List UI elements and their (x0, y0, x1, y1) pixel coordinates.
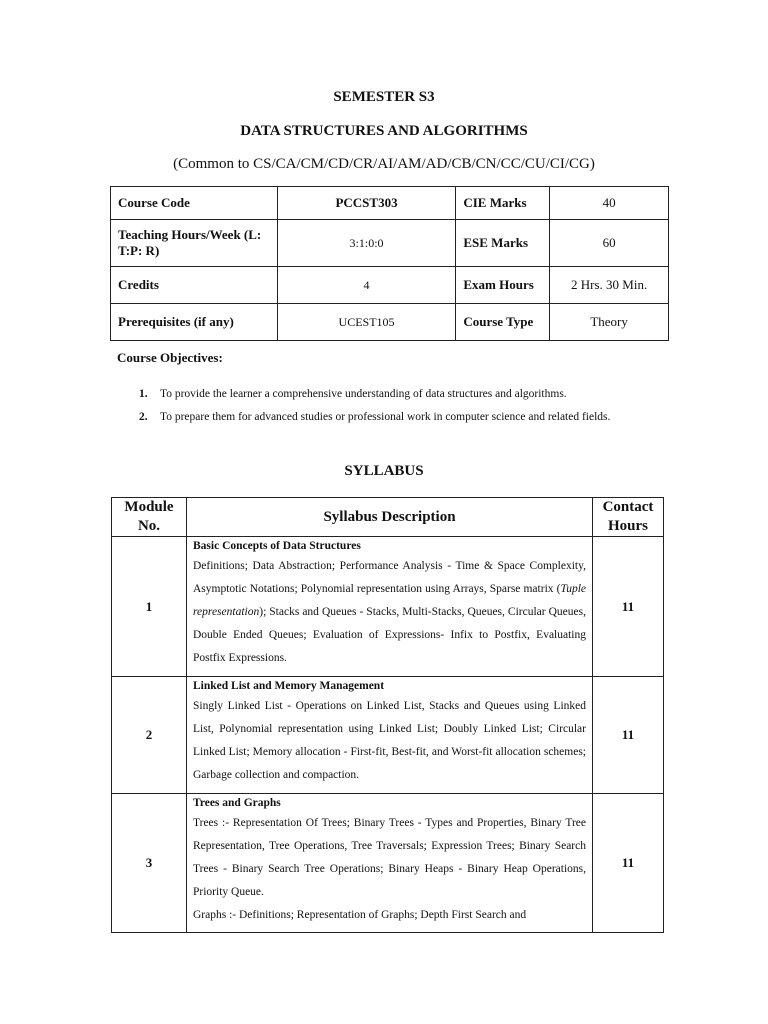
contact-hours: 11 (593, 794, 664, 933)
objective-text: To provide the learner a comprehensive understanding of data structures and algorithms. (160, 388, 567, 400)
ese-marks-value: 60 (550, 220, 669, 267)
table-row (111, 220, 669, 267)
module-number: 3 (112, 794, 187, 933)
semester-heading: SEMESTER S3 (333, 89, 435, 105)
teaching-hours-value: 3:1:0:0 (277, 220, 456, 267)
table-row (111, 304, 669, 341)
exam-hours-label: Exam Hours (456, 267, 550, 304)
prerequisites-label: Prerequisites (if any) (111, 304, 278, 341)
module-no-header: Module No. (112, 498, 187, 537)
course-title: DATA STRUCTURES AND ALGORITHMS (240, 123, 528, 139)
module-title: Trees and Graphs (193, 797, 281, 809)
module-text: Singly Linked List - Operations on Linked List, Stacks and Queues using Linked List, Polynomial representation using Linked List; Doubly Linked List; Circular Linked List; Memory allocation - First-fit, Best-fit, and Worst-fit allocation schemes; Garbage collection and compaction. (193, 700, 586, 781)
module-description (187, 794, 593, 933)
table-row (111, 267, 669, 304)
exam-hours-value: 2 Hrs. 30 Min. (550, 267, 669, 304)
credits-value: 4 (277, 267, 456, 304)
objective-number: 2. (139, 411, 148, 423)
teaching-hours-label: Teaching Hours/Week (L: T:P: R) (111, 220, 278, 267)
course-objectives-heading: Course Objectives: (117, 350, 223, 365)
table-row (111, 187, 669, 220)
module-title: Basic Concepts of Data Structures (193, 540, 361, 552)
common-to-branches: (Common to CS/CA/CM/CD/CR/AI/AM/AD/CB/CN/CC/CU/CI/CG) (173, 156, 595, 172)
syllabus-table (111, 497, 664, 933)
prerequisites-value: UCEST105 (277, 304, 456, 341)
ese-marks-label: ESE Marks (456, 220, 550, 267)
cie-marks-label: CIE Marks (456, 187, 550, 220)
module-text: Trees :- Representation Of Trees; Binary Trees - Types and Properties, Binary Tree Representation, Tree Operations, Tree Traversals; Expression Trees; Binary Search Trees - Binary Search Tree Operations; Binary Heaps - Binary Heap Operations, Priority Queue. (193, 817, 586, 898)
contact-hours: 11 (593, 537, 664, 677)
module-text-italic: Tuple representation (193, 583, 586, 618)
module-number: 1 (112, 537, 187, 677)
course-code-value: PCCST303 (277, 187, 456, 220)
syllabus-heading: SYLLABUS (344, 463, 424, 479)
table-row (112, 677, 664, 794)
module-description (187, 677, 593, 794)
syllabus-description-header: Syllabus Description (187, 498, 593, 537)
credits-label: Credits (111, 267, 278, 304)
table-row (112, 794, 664, 933)
course-type-value: Theory (550, 304, 669, 341)
module-title: Linked List and Memory Management (193, 680, 385, 692)
contact-hours: 11 (593, 677, 664, 794)
course-info-table (110, 186, 669, 341)
objective-text: To prepare them for advanced studies or professional work in computer science and related fields. (160, 411, 611, 423)
module-description-clip (193, 794, 586, 930)
objective-number: 1. (139, 388, 148, 400)
module-number: 2 (112, 677, 187, 794)
module-text: Definitions; Data Abstraction; Performance Analysis - Time & Space Complexity, Asymptotic Notations; Polynomial representation using Arrays, Sparse matrix ( (193, 560, 586, 595)
module-text: Graphs :- Definitions; Representation of Graphs; Depth First Search and (193, 909, 527, 921)
contact-hours-header: Contact Hours (593, 498, 664, 537)
table-row (112, 537, 664, 677)
cie-marks-value: 40 (550, 187, 669, 220)
table-header-row (112, 498, 664, 537)
module-text: ); Stacks and Queues - Stacks, Multi-Stacks, Queues, Circular Queues, Double Ended Queues; Evaluation of Expressions- Infix to Postfix, Evaluating Postfix Expressions. (193, 606, 586, 664)
course-type-label: Course Type (456, 304, 550, 341)
course-code-label: Course Code (111, 187, 278, 220)
module-description (187, 537, 593, 677)
